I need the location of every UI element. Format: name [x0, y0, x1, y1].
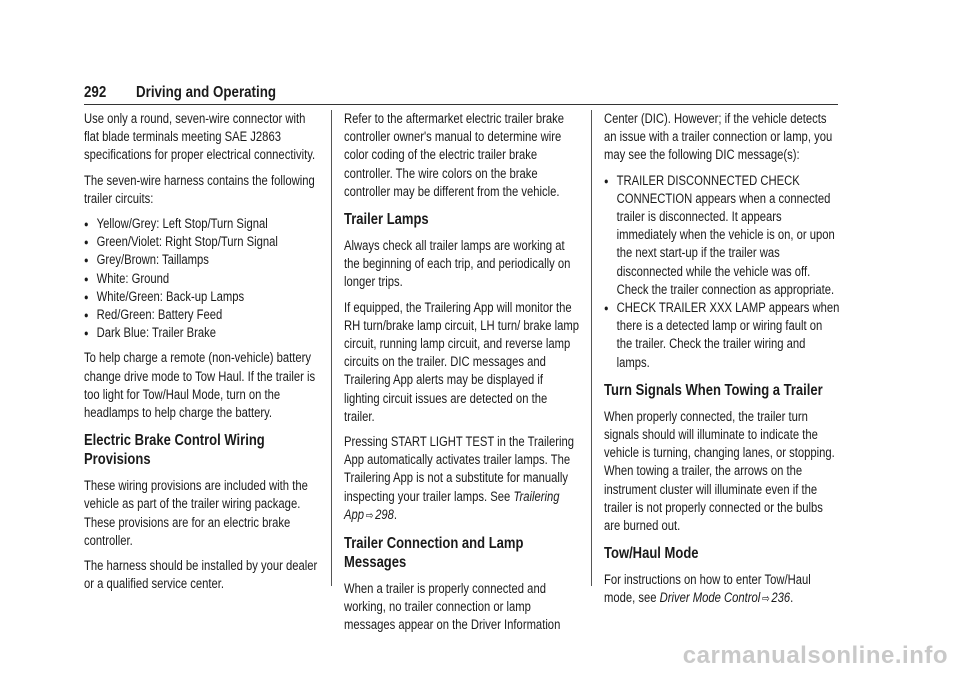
page-ref-arrow-icon: ⇨	[365, 509, 374, 522]
light-test-text: Pressing START LIGHT TEST in the Trailering App automatically activates trailer lamps. The Trailering App is not a substitute for manually inspecting your trailer lamps. See	[344, 434, 575, 504]
page-number: 292	[84, 84, 107, 101]
column-divider-1	[331, 110, 332, 586]
heading-tow-haul: Tow/Haul Mode	[604, 545, 699, 563]
column-3	[604, 110, 840, 616]
section-title: Driving and Operating	[136, 84, 276, 101]
list-item: ● White/Green: Back-up Lamps	[84, 288, 318, 306]
column-divider-2	[591, 110, 592, 586]
tow-haul-text: For instructions on how to enter Tow/Haul mode, see	[604, 572, 811, 606]
list-item: ● Dark Blue: Trailer Brake	[84, 324, 318, 342]
connector-paragraph: Use only a round, seven-wire connector with flat blade terminals meeting SAE J2863 specifications for proper electrical connectivity.	[84, 111, 316, 163]
watermark: carmanualsonline.info	[682, 642, 948, 669]
light-test-paragraph	[344, 433, 580, 525]
heading-connection-messages: Trailer Connection and Lamp Messages	[344, 535, 524, 572]
turn-signals-paragraph: When properly connected, the trailer turn signals should will illuminate to indicate the vehicle is turning, changing lanes, or stopping. When towing a trailer, the arrows on the instrument cluster will illuminate even if the trailer is not properly connected or the bulbs are burned out.	[604, 408, 835, 534]
harness-paragraph: The seven-wire harness contains the following trailer circuits:	[84, 172, 315, 206]
heading-turn-signals: Turn Signals When Towing a Trailer	[604, 381, 823, 399]
column-2	[344, 110, 580, 642]
app-monitor-paragraph: If equipped, the Trailering App will monitor the RH turn/brake lamp circuit, LH turn/ brake lamp circuit, running lamp circuit, and reverse lamp circuits on the trailer. DIC messages and Trailering App alerts may be displayed if lighting circuit issues are detected on the trailer.	[344, 299, 580, 424]
circuit-list	[84, 215, 318, 342]
list-item: ● Red/Green: Battery Feed	[84, 306, 318, 324]
controller-paragraph: Refer to the aftermarket electric trailer brake controller owner's manual to determine wire color coding of the electric trailer brake controller. The wire colors on the brake controller may be different from the vehicle.	[344, 111, 565, 199]
sentence-end: .	[790, 590, 794, 606]
column-1	[84, 110, 318, 600]
driver-mode-control-link[interactable]: Driver Mode Control	[659, 590, 761, 606]
dic-message-list	[604, 172, 840, 372]
page-ref-arrow-icon: ⇨	[761, 593, 770, 606]
list-item: ● Grey/Brown: Taillamps	[84, 251, 318, 269]
trailering-app-link[interactable]: Trailering App	[344, 488, 560, 522]
list-item: ● CHECK TRAILER XXX LAMP appears when there is a detected lamp or wiring fault on the trailer. Check the trailer wiring and lamps.	[604, 299, 840, 372]
tow-haul-paragraph	[604, 571, 840, 608]
page-ref-number[interactable]: 298	[375, 506, 394, 522]
connection-paragraph: When a trailer is properly connected and working, no trailer connection or lamp messages appear on the Driver Information	[344, 581, 561, 633]
install-paragraph: The harness should be installed by your dealer or a qualified service center.	[84, 558, 318, 592]
list-item: ● White: Ground	[84, 270, 318, 288]
check-lamps-paragraph: Always check all trailer lamps are working at the beginning of each trip, and periodically on longer trips.	[344, 238, 571, 290]
list-item: ● Yellow/Grey: Left Stop/Turn Signal	[84, 215, 318, 233]
provisions-paragraph: These wiring provisions are included with the vehicle as part of the trailer wiring package. These provisions are for an electric brake controller.	[84, 478, 308, 548]
heading-trailer-lamps: Trailer Lamps	[344, 211, 429, 229]
list-item: ● Green/Violet: Right Stop/Turn Signal	[84, 233, 318, 251]
charge-paragraph: To help charge a remote (non-vehicle) battery change drive mode to Tow Haul. If the trailer is too light for Tow/Haul Mode, turn on the headlamps to help charge the battery.	[84, 350, 316, 421]
heading-brake-wiring: Electric Brake Control Wiring Provisions	[84, 432, 265, 469]
sentence-end: .	[393, 506, 398, 522]
page-ref-number[interactable]: 236	[771, 590, 791, 606]
list-item: ● TRAILER DISCONNECTED CHECK CONNECTION appears when a connected trailer is disconnected. It appears immediately when the vehicle is on, or upon the next start-up if the trailer was disconnected while the vehicle was off. Check the trailer connection as appropriate.	[604, 172, 840, 299]
dic-paragraph: Center (DIC). However; if the vehicle detects an issue with a trailer connection or lamp, you may see the following DIC message(s):	[604, 111, 833, 163]
page-header	[84, 84, 838, 105]
